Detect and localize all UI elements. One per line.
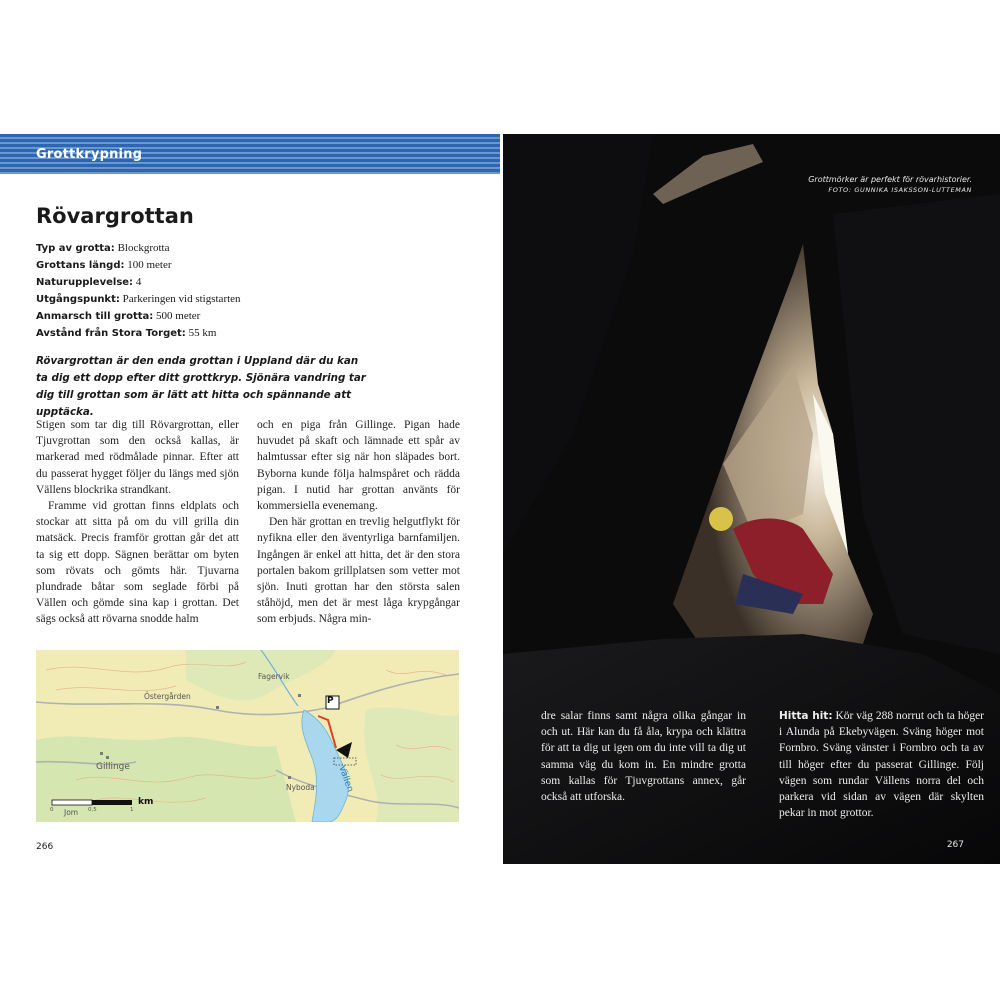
map-label-vallen: Vällen: [336, 764, 355, 794]
fact-key: Anmarsch till grotta:: [36, 311, 154, 322]
fact-row: [36, 308, 466, 325]
fact-value: 100 meter: [127, 259, 172, 271]
map-scale-bar: [52, 800, 132, 805]
photo-caption: [808, 174, 972, 195]
body-paragraph: Stigen som tar dig till Rövargrottan, eller Tjuvgrottan som den också kallas, är markerad med rödmålade pinnar. Efter att du passerat hygget följer du längs med sjön Vällens blockrika strandkant.: [36, 419, 239, 496]
fact-row: [36, 257, 466, 274]
map-label-fagervik: Fagervik: [258, 672, 290, 681]
caption-text: Grottmörker är perfekt för rövarhistorier.: [808, 175, 972, 184]
body-column-3: dre salar finns samt några olika gångar in och ut. Här kan du få åla, krypa och klättra för att ta dig ut igen om du inte vill ta dig ut samma väg du kom in. En mindre grotta som kallas för Tjuvgrottans annex, går också att utforska.: [541, 710, 746, 804]
scale-unit: km: [138, 797, 154, 807]
fact-key: Avstånd från Stora Torget:: [36, 328, 186, 339]
fact-row: [36, 274, 466, 291]
parking-label: P: [327, 696, 334, 706]
scale-tick: 1: [130, 807, 134, 813]
section-label: Grottkrypning: [36, 147, 143, 162]
map-graphic: [36, 650, 459, 822]
directions-label: Hitta hit:: [779, 710, 833, 722]
fact-key: Typ av grotta:: [36, 243, 115, 254]
fact-box: [36, 240, 466, 342]
body-column-4: [779, 708, 984, 821]
fact-key: Grottans längd:: [36, 260, 125, 271]
fact-row: [36, 291, 466, 308]
map-label-jom: Jom: [64, 808, 79, 817]
fact-row: [36, 325, 466, 342]
scale-tick: 0: [50, 807, 54, 813]
fact-value: 55 km: [188, 327, 217, 339]
fact-value: 500 meter: [156, 310, 201, 322]
map-label-gillinge: Gillinge: [96, 762, 130, 772]
directions-text: Kör väg 288 norrut och ta höger i Alunda på Ekebyvägen. Sväng höger mot Fornbro. Sväng vänster i Fornbro och ta av till höger efter du passerat Gillinge. Följ vägen som rundar Vällens norra del och parkera vid sidan av vägen där skylten pekar in mot grottor.: [779, 710, 985, 820]
body-paragraph: och en piga från Gillinge. Pigan hade huvudet på skaft och lämnade ett spår av halmtussar efter sig när hon släpades bort. Byborna kunde följa halmspåret och rädda pigan. I nutid har grottan använts för kommersiella evenemang.: [257, 419, 460, 513]
fact-value: 4: [135, 276, 142, 288]
area-map: [36, 650, 459, 822]
body-column-1: [36, 417, 239, 628]
fact-row: [36, 240, 466, 257]
body-paragraph: Framme vid grottan finns eldplats och stockar att sitta på om du vill grilla din matsäck. Precis framför grottan går det att ta sig ett dopp. Sägnen berättar om byten som rövats och gömts här. Tjuvarna plundrade båtar som seglade förbi på Vällen och gömde sina kap i grottan. Det sägs också att rövarna snodde halm: [36, 500, 239, 626]
section-header-bar: [0, 134, 500, 174]
map-label-ostergarden: Östergården: [144, 692, 191, 701]
right-page: [503, 134, 1000, 864]
fact-value: Parkeringen vid stigstarten: [122, 293, 241, 305]
lead-paragraph: Rövargrottan är den enda grottan i Uppland där du kan ta dig ett dopp efter ditt grottkryp. Sjönära vandring tar dig till grottan som är lätt att hitta och spännande att upptäcka.: [36, 355, 366, 418]
page-number-right: 267: [946, 840, 964, 850]
fact-value: Blockgrotta: [117, 242, 170, 254]
map-label-nyboda: Nyboda: [286, 783, 315, 792]
body-column-2: [257, 417, 460, 628]
left-page: [0, 134, 500, 864]
scale-tick: 0,5: [88, 807, 97, 813]
body-paragraph: Den här grottan en trevlig helgutflykt för nyfikna eller den äventyrliga barnfamiljen. Ingången är enkel att hitta, det är den stora portalen bakom grillplatsen som vetter mot sjön. Inuti grottan har den största salen ståhöjd, men det är mest låga krypgångar som erbjuds. Några min-: [257, 516, 460, 626]
article-title: Rövargrottan: [36, 204, 194, 228]
fact-key: Utgångspunkt:: [36, 294, 120, 305]
page-number-left: 266: [36, 842, 54, 852]
photo-credit: FOTO: GUNNIKA ISAKSSON-LUTTEMAN: [828, 186, 972, 194]
fact-key: Naturupplevelse:: [36, 277, 134, 288]
